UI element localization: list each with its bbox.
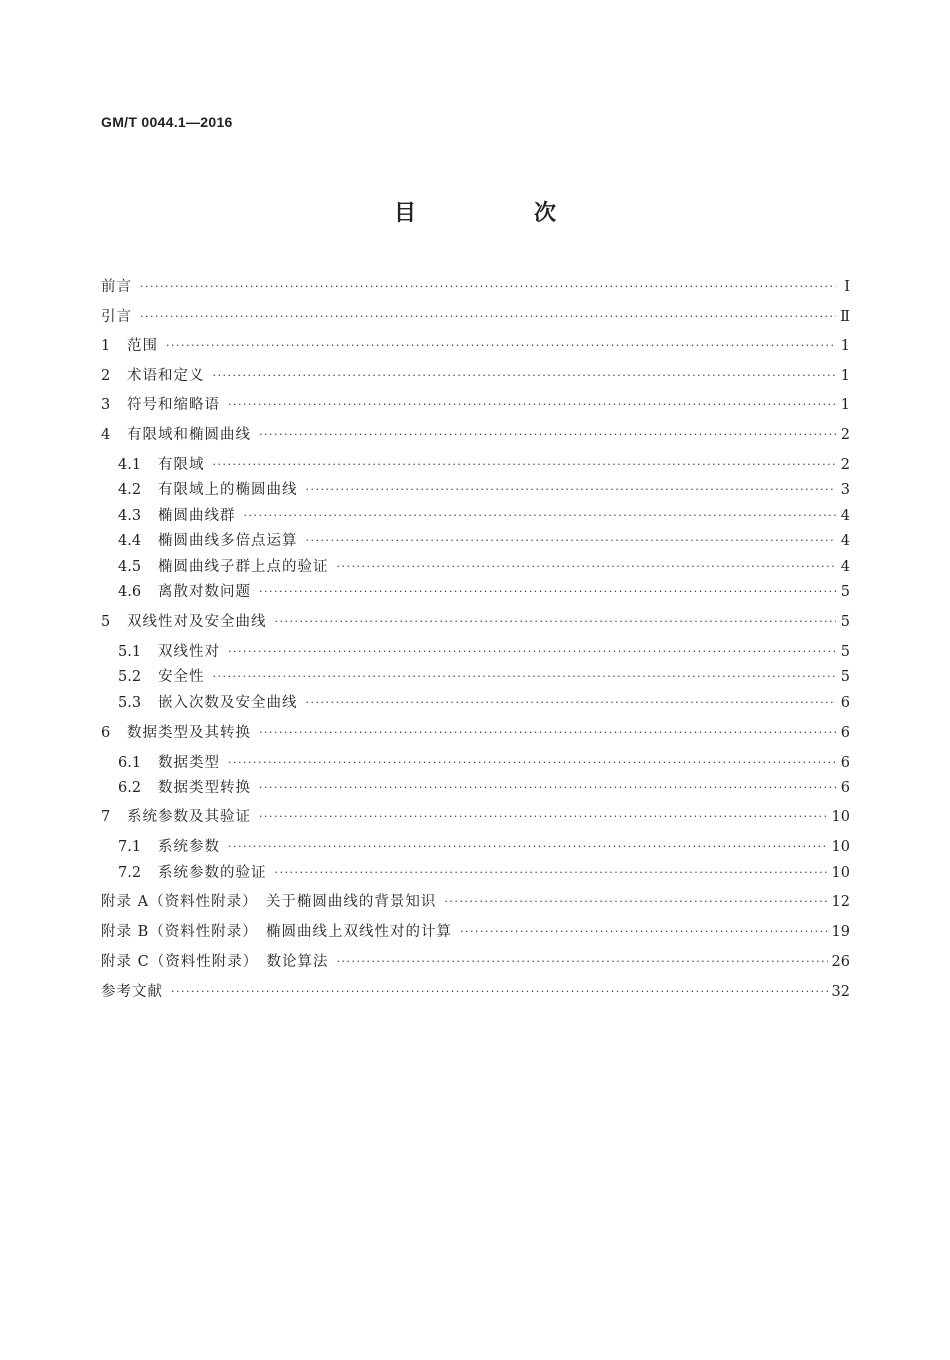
toc-leader-dots: [275, 611, 837, 633]
toc-leader-dots: [171, 981, 828, 1003]
toc-leader-dots: [228, 836, 828, 858]
toc-entry-number: 4.5: [118, 559, 142, 575]
toc-entry-label: 数据类型及其转换: [127, 725, 251, 741]
toc-entry[interactable]: [101, 981, 850, 1003]
toc-entry-label: 数据类型: [158, 755, 220, 771]
toc-entry-number: 1: [101, 338, 111, 354]
toc-entry-label: 双线性对: [158, 644, 220, 660]
toc-entry[interactable]: [101, 806, 850, 828]
toc-entry[interactable]: [118, 556, 850, 578]
page-title: 目 次: [393, 201, 604, 226]
toc-entry-label: 符号和缩略语: [127, 397, 220, 413]
toc-entry-page: 1: [840, 397, 850, 413]
toc-entry-number: 7.2: [118, 865, 142, 881]
toc-entry-label: 数据类型转换: [158, 780, 251, 796]
toc-entry-number: 6.2: [118, 780, 142, 796]
toc-entry-number: 2: [101, 368, 111, 384]
toc-entry[interactable]: [118, 479, 850, 501]
toc-entry[interactable]: [118, 505, 850, 527]
toc-entry[interactable]: [101, 611, 850, 633]
toc-entry-label: 有限域上的椭圆曲线: [158, 482, 298, 498]
toc-entry[interactable]: [101, 276, 850, 298]
toc-entry-page: 10: [831, 865, 850, 881]
toc-entry-label: 系统参数: [158, 839, 220, 855]
toc-leader-dots: [444, 891, 827, 913]
toc-entry[interactable]: [118, 530, 850, 552]
toc-entry-number: 4.4: [118, 533, 142, 549]
toc-entry-page: 12: [831, 894, 850, 910]
toc-entry[interactable]: [118, 752, 850, 774]
toc-entry-page: 10: [831, 839, 850, 855]
toc-entry-page: 6: [840, 780, 850, 796]
toc-entry-number: 5.3: [118, 695, 142, 711]
toc-entry-label: 系统参数及其验证: [127, 809, 251, 825]
toc-leader-dots: [259, 806, 828, 828]
toc-entry[interactable]: [118, 666, 850, 688]
toc-entry-label: 引言: [101, 309, 132, 325]
toc-entry-number: 7: [101, 809, 111, 825]
toc-entry-page: 6: [840, 695, 850, 711]
toc-entry[interactable]: [101, 424, 850, 446]
toc-entry-label: 附录 A（资料性附录） 关于椭圆曲线的背景知识: [101, 894, 437, 910]
toc-entry[interactable]: [101, 335, 850, 357]
toc-entry-page: 5: [840, 669, 850, 685]
toc-entry-page: 4: [840, 508, 850, 524]
toc-entry-number: 4.2: [118, 482, 142, 498]
toc-leader-dots: [259, 722, 836, 744]
toc-entry-label: 双线性对及安全曲线: [127, 614, 267, 630]
toc-leader-dots: [140, 306, 836, 328]
toc-entry[interactable]: [118, 862, 850, 884]
toc-entry-label: 参考文献: [101, 984, 163, 1000]
toc-leader-dots: [306, 479, 837, 501]
toc-entry[interactable]: [101, 951, 850, 973]
toc-entry[interactable]: [101, 891, 850, 913]
toc-entry[interactable]: [118, 581, 850, 603]
toc-leader-dots: [337, 556, 837, 578]
toc-entry[interactable]: [118, 836, 850, 858]
toc-entry-page: 4: [840, 533, 850, 549]
toc-leader-dots: [275, 862, 828, 884]
toc-entry[interactable]: [101, 394, 850, 416]
toc-entry-page: 4: [840, 559, 850, 575]
toc-entry-number: 6.1: [118, 755, 142, 771]
toc-entry-label: 范围: [127, 338, 158, 354]
toc-leader-dots: [140, 276, 836, 298]
toc-entry-page: 3: [840, 482, 850, 498]
toc-entry-page: 26: [831, 954, 850, 970]
toc-entry[interactable]: [101, 306, 850, 328]
toc-leader-dots: [259, 581, 836, 603]
toc-leader-dots: [228, 641, 836, 663]
toc-leader-dots: [306, 530, 837, 552]
toc-entry-label: 椭圆曲线子群上点的验证: [158, 559, 329, 575]
toc-entry-label: 附录 B（资料性附录） 椭圆曲线上双线性对的计算: [101, 924, 453, 940]
toc-leader-dots: [213, 365, 837, 387]
toc-entry-number: 4.1: [118, 457, 142, 473]
toc-entry-label: 椭圆曲线群: [158, 508, 236, 524]
toc-leader-dots: [460, 921, 828, 943]
toc-leader-dots: [228, 752, 836, 774]
toc-entry-label: 嵌入次数及安全曲线: [158, 695, 298, 711]
toc-leader-dots: [244, 505, 837, 527]
toc-entry[interactable]: [101, 921, 850, 943]
toc-entry-page: 5: [840, 584, 850, 600]
toc-leader-dots: [213, 454, 837, 476]
toc-entry-page: 5: [840, 614, 850, 630]
toc-entry-number: 3: [101, 397, 111, 413]
toc-entry-number: 4: [101, 427, 111, 443]
toc-entry-page: 2: [840, 457, 850, 473]
toc-entry-page: 1: [840, 338, 850, 354]
toc-entry-number: 4.6: [118, 584, 142, 600]
toc-leader-dots: [259, 777, 836, 799]
toc-entry-label: 附录 C（资料性附录） 数论算法: [101, 954, 329, 970]
toc-leader-dots: [336, 951, 827, 973]
toc-leader-dots: [213, 666, 837, 688]
toc-entry-page: 32: [831, 984, 850, 1000]
toc-entry[interactable]: [118, 777, 850, 799]
toc-entry-label: 术语和定义: [127, 368, 205, 384]
toc-entry[interactable]: [118, 454, 850, 476]
toc-entry-page: 5: [840, 644, 850, 660]
toc-entry[interactable]: [118, 692, 850, 714]
toc-entry-page: Ⅰ: [844, 279, 850, 295]
toc-entry-page: 1: [840, 368, 850, 384]
toc-entry-number: 5: [101, 614, 111, 630]
toc-entry-page: Ⅱ: [840, 309, 850, 325]
toc-entry-label: 椭圆曲线多倍点运算: [158, 533, 298, 549]
toc-entry[interactable]: [101, 722, 850, 744]
toc-entry-label: 前言: [101, 279, 132, 295]
toc-entry-page: 2: [840, 427, 850, 443]
toc-entry-number: 6: [101, 725, 111, 741]
toc-entry-number: 5.2: [118, 669, 142, 685]
toc-leader-dots: [259, 424, 836, 446]
toc-leader-dots: [166, 335, 836, 357]
toc-entry-number: 5.1: [118, 644, 142, 660]
standard-code: GM/T 0044.1—2016: [101, 114, 233, 130]
toc-entry-label: 系统参数的验证: [158, 865, 267, 881]
toc-entry-page: 10: [831, 809, 850, 825]
toc-entry-label: 有限域: [158, 457, 205, 473]
toc-leader-dots: [306, 692, 837, 714]
toc-entry-page: 6: [840, 755, 850, 771]
toc-entry[interactable]: [118, 641, 850, 663]
toc-entry-number: 7.1: [118, 839, 142, 855]
toc-entry-label: 安全性: [158, 669, 205, 685]
toc-entry-label: 离散对数问题: [158, 584, 251, 600]
toc-entry-page: 19: [831, 924, 850, 940]
toc-entry-page: 6: [840, 725, 850, 741]
toc-entry[interactable]: [101, 365, 850, 387]
toc-leader-dots: [228, 394, 836, 416]
toc-entry-number: 4.3: [118, 508, 142, 524]
toc-entry-label: 有限域和椭圆曲线: [127, 427, 251, 443]
